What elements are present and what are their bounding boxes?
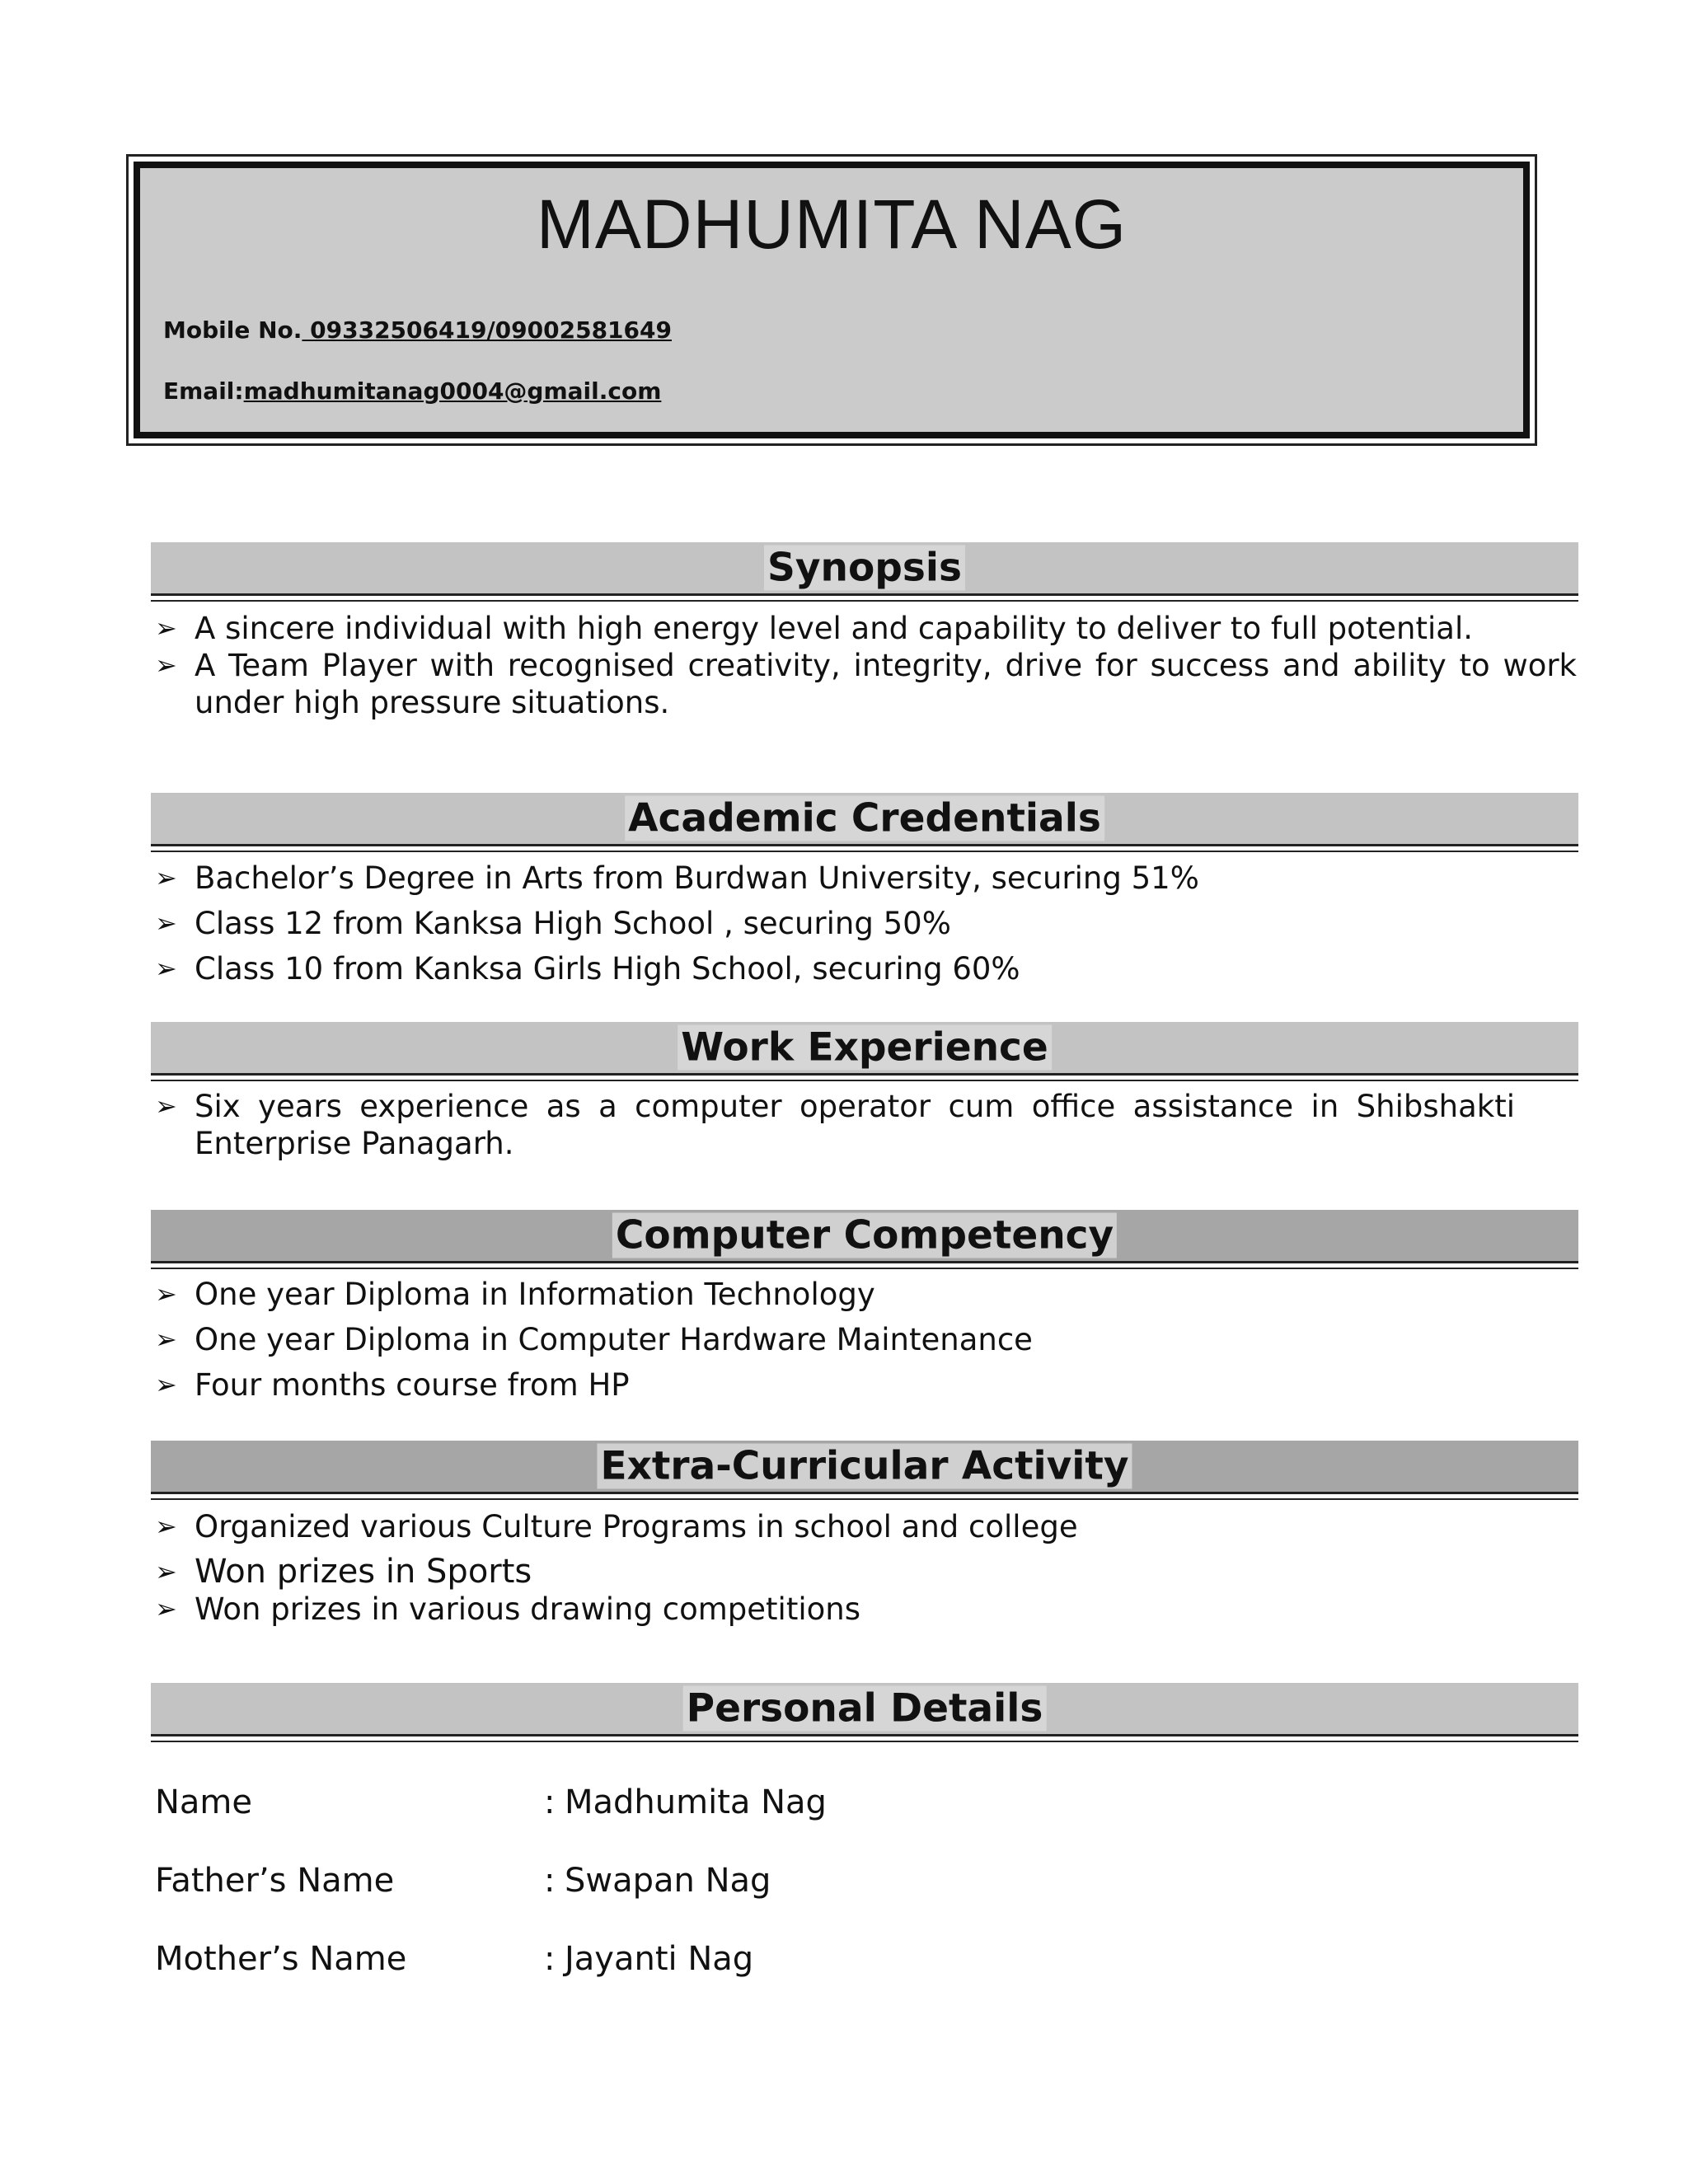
list-item — [155, 1276, 1577, 1313]
mobile-label: Mobile No. — [163, 316, 302, 344]
mobile-value: 09332506419/09002581649 — [302, 316, 672, 344]
synopsis-heading-bar — [151, 542, 1578, 596]
field-separator: : — [544, 1940, 556, 1978]
arrow-bullet-icon: ➢ — [155, 649, 177, 681]
list-item-text: Class 10 from Kanksa Girls High School, securing 60% — [195, 951, 1020, 987]
field-separator: : — [544, 1862, 556, 1900]
list-item — [155, 860, 1577, 897]
field-separator: : — [544, 1783, 556, 1821]
arrow-bullet-icon: ➢ — [155, 1278, 177, 1310]
list-item — [155, 1554, 1577, 1591]
list-item-text: One year Diploma in Information Technology — [195, 1277, 875, 1312]
work-list — [155, 1088, 1515, 1162]
arrow-bullet-icon: ➢ — [155, 862, 177, 893]
list-item-text: Class 12 from Kanksa High School , securing 50% — [195, 906, 951, 941]
arrow-bullet-icon: ➢ — [155, 612, 177, 644]
arrow-bullet-icon: ➢ — [155, 1556, 177, 1587]
arrow-bullet-icon: ➢ — [155, 1324, 177, 1355]
list-item-text: One year Diploma in Computer Hardware Maintenance — [195, 1322, 1033, 1357]
arrow-bullet-icon: ➢ — [155, 1090, 177, 1122]
list-item-text: Won prizes in Sports — [195, 1553, 532, 1591]
email-label: Email: — [163, 377, 244, 405]
work-heading-bar — [151, 1022, 1578, 1076]
field-value: Madhumita Nag — [565, 1783, 827, 1821]
personal-heading-bar — [151, 1683, 1578, 1736]
field-label: Name — [155, 1783, 253, 1821]
header-inner — [134, 162, 1530, 438]
field-label: Father’s Name — [155, 1862, 395, 1900]
extra-heading-bar — [151, 1441, 1578, 1494]
computer-heading: Computer Competency — [612, 1213, 1117, 1258]
list-item — [155, 1088, 1515, 1162]
email-line — [163, 377, 661, 405]
mobile-line — [163, 316, 672, 344]
extra-list — [155, 1508, 1577, 1628]
work-heading: Work Experience — [678, 1025, 1052, 1071]
academic-list — [155, 860, 1577, 996]
arrow-bullet-icon: ➢ — [155, 1593, 177, 1624]
list-item — [155, 647, 1577, 721]
list-item-text: A sincere individual with high energy level and capability to deliver to full potential. — [195, 611, 1473, 646]
list-item — [155, 1591, 1577, 1628]
list-item-text: Organized various Culture Programs in school and college — [195, 1509, 1078, 1544]
list-item-text: A Team Player with recognised creativity, integrity, drive for success and ability to work under high pressure situations. — [195, 648, 1577, 720]
computer-list — [155, 1276, 1577, 1412]
personal-heading: Personal Details — [683, 1686, 1047, 1732]
arrow-bullet-icon: ➢ — [155, 1511, 177, 1542]
arrow-bullet-icon: ➢ — [155, 1369, 177, 1400]
list-item — [155, 950, 1577, 987]
list-item — [155, 1321, 1577, 1358]
list-item — [155, 610, 1577, 647]
extra-heading: Extra-Curricular Activity — [597, 1444, 1132, 1489]
email-link[interactable]: madhumitanag0004@gmail.com — [243, 377, 662, 405]
list-item-text: Six years experience as a computer operator cum office assistance in Shibshakti Enterprise Panagarh. — [195, 1089, 1515, 1161]
academic-heading: Academic Credentials — [625, 796, 1104, 841]
synopsis-heading: Synopsis — [764, 546, 965, 591]
arrow-bullet-icon: ➢ — [155, 953, 177, 984]
computer-heading-bar — [151, 1210, 1578, 1263]
list-item — [155, 1508, 1577, 1545]
arrow-bullet-icon: ➢ — [155, 907, 177, 939]
field-value: Swapan Nag — [565, 1862, 771, 1900]
list-item — [155, 905, 1577, 942]
field-value: Jayanti Nag — [565, 1940, 754, 1978]
list-item-text: Won prizes in various drawing competitions — [195, 1591, 860, 1627]
synopsis-list — [155, 610, 1577, 721]
field-label: Mother’s Name — [155, 1940, 407, 1978]
candidate-name: MADHUMITA NAG — [536, 185, 1128, 263]
academic-heading-bar — [151, 793, 1578, 846]
list-item-text: Four months course from HP — [195, 1367, 630, 1403]
list-item — [155, 1366, 1577, 1404]
list-item-text: Bachelor’s Degree in Arts from Burdwan University, securing 51% — [195, 860, 1199, 896]
header-box — [126, 154, 1537, 446]
